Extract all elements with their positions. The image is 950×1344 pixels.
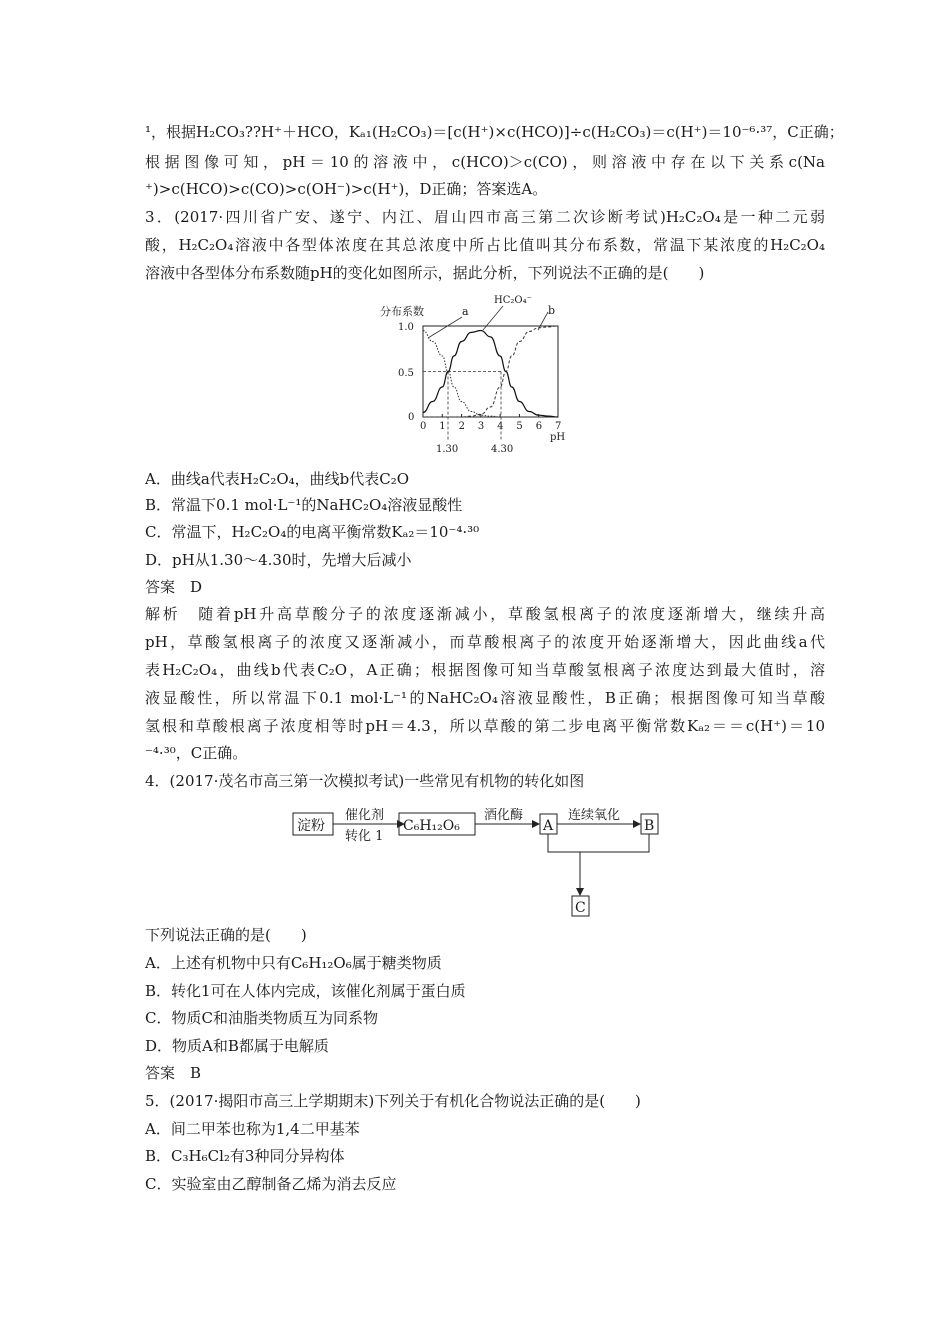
- text-line: ⁺)>c(HCO)>c(CO)>c(OH⁻)>c(H⁺)，D正确；答案选A。: [145, 180, 548, 198]
- analysis-line: pH，草酸氢根离子的浓度又逐渐减小，而草酸根离子的浓度开始逐渐增大，因此曲线a代: [145, 633, 825, 651]
- answer-line: 答案 B: [145, 1064, 202, 1082]
- arrow-3-head: [633, 820, 641, 828]
- x-axis-label: pH: [550, 432, 566, 443]
- option-a: A．曲线a代表H₂C₂O₄，曲线b代表C₂O: [145, 470, 410, 488]
- arrow-2-head: [532, 820, 540, 828]
- option-b: B．转化1可在人体内完成，该催化剂属于蛋白质: [145, 982, 466, 1000]
- x-tick-label: 1: [439, 421, 446, 432]
- option-d: D．物质A和B都属于电解质: [145, 1037, 329, 1055]
- curve-hc2o4: [423, 331, 558, 418]
- option-c: C．物质C和油脂类物质互为同系物: [145, 1009, 378, 1027]
- option-c: C．实验室由乙醇制备乙烯为消去反应: [145, 1175, 397, 1193]
- question-3-line: 3．(2017·四川省广安、遂宁、内江、眉山四市高三第二次诊断考试)H₂C₂O₄是一种二元弱: [145, 208, 825, 226]
- x-tick-label: 5: [516, 421, 523, 432]
- option-b: B．C₃H₆Cl₂有3种同分异构体: [145, 1147, 345, 1165]
- distribution-chart: [370, 290, 590, 455]
- y-tick-label: 1.0: [398, 322, 414, 333]
- arrow-3-label: 连续氧化: [568, 808, 621, 823]
- text-line: 根据图像可知，pH＝10的溶液中，c(HCO)＞c(CO)，则溶液中存在以下关系c(Na: [145, 153, 825, 171]
- curve-label-b: b: [548, 304, 556, 317]
- x-tick-label: 6: [535, 421, 543, 432]
- analysis-line: 液显酸性，所以常温下0.1 mol·L⁻¹的NaHC₂O₄溶液显酸性，B正确；根据图像可知当草酸: [145, 689, 825, 707]
- curve-a: [423, 331, 558, 418]
- x-tick-label: 0: [420, 421, 427, 432]
- text-line: ¹，根据H₂CO₃??H⁺＋HCO，Kₐ₁(H₂CO₃)＝[c(H⁺)×c(HCO)]÷c(H₂CO₃)＝c(H⁺)＝10⁻⁶·³⁷，C正确；: [145, 123, 844, 141]
- conversion-flow-diagram: [290, 800, 670, 920]
- question-5-line: 5．(2017·揭阳市高三上学期期末)下列关于有机化合物说法正确的是( ): [145, 1092, 641, 1110]
- option-d: D．pH从1.30～4.30时，先增大后减小: [145, 551, 412, 569]
- question-3-line: 酸，H₂C₂O₄溶液中各型体浓度在其总浓度中所占比值叫其分布系数，常温下某浓度的H₂C₂O₄: [145, 236, 825, 254]
- x-tick-label: 4: [497, 421, 504, 432]
- curve-label-hc2o4: HC₂O₄⁻: [494, 295, 532, 306]
- box-starch-label: 淀粉: [297, 818, 325, 834]
- answer-line: 答案 D: [145, 578, 203, 596]
- question-3-line: 溶液中各型体分布系数随pH的变化如图所示，据此分析，下列说法不正确的是( ): [145, 264, 705, 282]
- box-glucose-label: C₆H₁₂O₆: [403, 818, 460, 834]
- arrow-4-head: [576, 888, 584, 896]
- x-tick-label: 3: [477, 421, 485, 432]
- x-tick-label: 2: [458, 421, 465, 432]
- y-tick-label: 0: [408, 412, 415, 423]
- mark-4.30: 4.30: [491, 444, 514, 455]
- option-a: A．上述有机物中只有C₆H₁₂O₆属于糖类物质: [145, 954, 442, 972]
- option-b: B．常温下0.1 mol·L⁻¹的NaHC₂O₄溶液显酸性: [145, 496, 463, 514]
- arrow-1-bottom-label: 转化 1: [345, 829, 384, 844]
- analysis-line: 氢根和草酸根离子浓度相等时pH＝4.3，所以草酸的第二步电离平衡常数Kₐ₂＝＝c(H⁺)＝10: [145, 717, 825, 735]
- box-a-label: A: [543, 818, 554, 834]
- curve-label-a: a: [462, 305, 469, 318]
- analysis-line: ⁻⁴·³⁰，C正确。: [145, 744, 248, 762]
- arrow-1-top-label: 催化剂: [345, 808, 385, 823]
- analysis-line: 解析 随着pH升高草酸分子的浓度逐渐减小，草酸氢根离子的浓度逐渐增大，继续升高: [145, 605, 825, 623]
- option-c: C．常温下，H₂C₂O₄的电离平衡常数Kₐ₂＝10⁻⁴·³⁰: [145, 523, 480, 541]
- arrow-2-label: 酒化酶: [484, 808, 524, 823]
- mark-1.30: 1.30: [436, 444, 459, 455]
- bracket-a-b: [548, 834, 649, 852]
- question-4-line: 4．(2017·茂名市高三第一次模拟考试)一些常见有机物的转化如图: [145, 772, 585, 790]
- x-tick-label: 7: [555, 421, 562, 432]
- y-tick-label: 0.5: [398, 368, 414, 379]
- chart-ylabel: 分布系数: [380, 305, 424, 318]
- box-c-label: C: [575, 900, 586, 916]
- box-b-label: B: [644, 818, 655, 834]
- option-a: A．间二甲苯也称为1,4二甲基苯: [145, 1120, 360, 1138]
- analysis-line: 表H₂C₂O₄，曲线b代表C₂O，A正确；根据图像可知当草酸氢根离子浓度达到最大值时，溶: [145, 661, 825, 679]
- leader-a: [428, 317, 462, 338]
- question-4-stem: 下列说法正确的是( ): [145, 926, 307, 944]
